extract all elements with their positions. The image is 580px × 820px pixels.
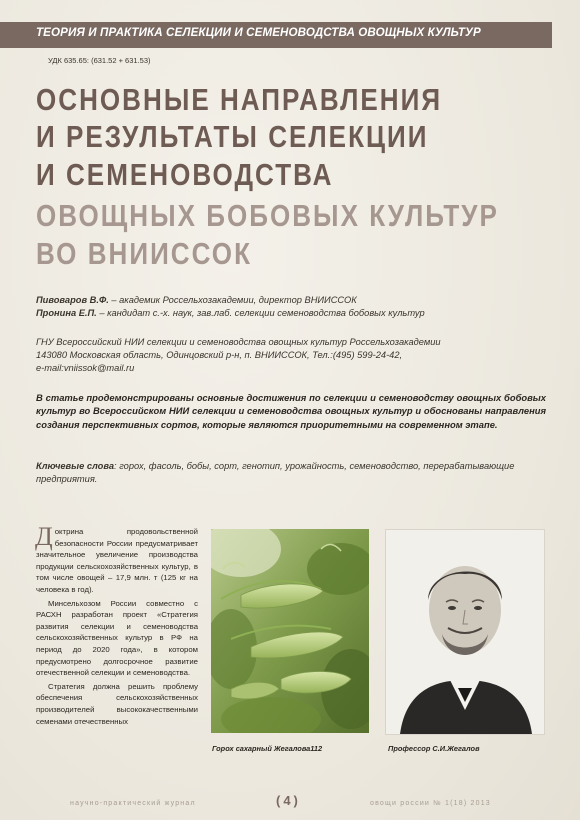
article-title-line-2: И РЕЗУЛЬТАТЫ СЕЛЕКЦИИ — [36, 119, 429, 154]
portrait-photo — [385, 529, 545, 735]
body-text-column — [35, 522, 198, 729]
affiliation-line: ГНУ Всероссийский НИИ селекции и семеноводства овощных культур Россельхозакадемии — [36, 337, 441, 347]
keywords-text: : горох, фасоль, бобы, сорт, генотип, урожайность, семеноводство, перерабатывающие предприятия. — [36, 461, 515, 485]
author-name: Пивоваров В.Ф. — [36, 295, 109, 305]
pea-plant-photo — [211, 529, 369, 733]
article-title-line-1: ОСНОВНЫЕ НАПРАВЛЕНИЯ — [36, 82, 443, 117]
author-2 — [36, 307, 425, 320]
affiliation-block — [36, 336, 536, 375]
pea-photo-caption: Горох сахарный Жегалова112 — [212, 744, 323, 753]
section-header-band — [0, 22, 552, 48]
abstract-text: В статье продемонстрированы основные достижения по селекции и семеноводству овощных бобовых культур во Всероссийском НИИ селекции и семеноводства овощных культур и обоснованы направления создания перспективных сортов, которые являются приоритетными на современном этапе. — [36, 392, 546, 430]
portrait-photo-caption: Профессор С.И.Жегалов — [388, 744, 480, 753]
author-role: – кандидат с.-х. наук, зав.лаб. селекции семеноводства бобовых культур — [96, 308, 425, 318]
affiliation-line: 143080 Московская область, Одинцовский р-н, п. ВНИИССОК, Тел.:(495) 599-24-42, — [36, 350, 403, 360]
body-paragraph: Доктрина продовольственной безопасности России предусматривает значительное увеличение производства продукции сельскохозяйственных культур, в том числе овощей – 17,9 млн. т (125 кг на человека в год). — [35, 522, 198, 594]
keywords-label: Ключевые слова — [36, 461, 115, 471]
article-title-line-5: ВО ВНИИССОК — [36, 236, 252, 271]
footer-journal-issue: овощи россии № 1(18) 2013 — [370, 800, 491, 807]
article-title-line-4: ОВОЩНЫХ БОБОВЫХ КУЛЬТУР — [36, 198, 499, 233]
footer-journal-type: научно-практический журнал — [70, 800, 196, 807]
author-name: Пронина Е.П. — [36, 308, 97, 318]
body-paragraph: Стратегия должна решить проблему обеспечения сельскохозяйственных производителей высококачественными семенами отечественных — [36, 681, 198, 726]
author-1 — [36, 294, 425, 307]
portrait-illustration — [386, 530, 544, 734]
article-title-line-3: И СЕМЕНОВОДСТВА — [36, 157, 334, 192]
affiliation-email[interactable]: e-mail:vniissok@mail.ru — [36, 363, 135, 373]
drop-cap: Д — [35, 522, 53, 551]
author-role: – академик Россельхозакадемии, директор ВНИИССОК — [108, 295, 357, 305]
section-header-title: ТЕОРИЯ И ПРАКТИКА СЕЛЕКЦИИ И СЕМЕНОВОДСТВА ОВОЩНЫХ КУЛЬТУР — [36, 26, 481, 39]
udk-code: УДК 635.65: (631.52 + 631.53) — [48, 56, 151, 65]
page-number: (4) — [276, 793, 301, 808]
pea-plant-illustration — [211, 529, 369, 733]
authors-block — [36, 294, 425, 320]
keywords-block — [36, 460, 536, 487]
body-paragraph: Минсельхозом России совместно с РАСХН разработан проект «Стратегия развития селекции и семеноводства сельскохозяйственных культур в РФ на период до 2020 года», в котором предусмотрено долгосрочное развитие отечественной селекции и семеноводства. — [36, 598, 198, 678]
